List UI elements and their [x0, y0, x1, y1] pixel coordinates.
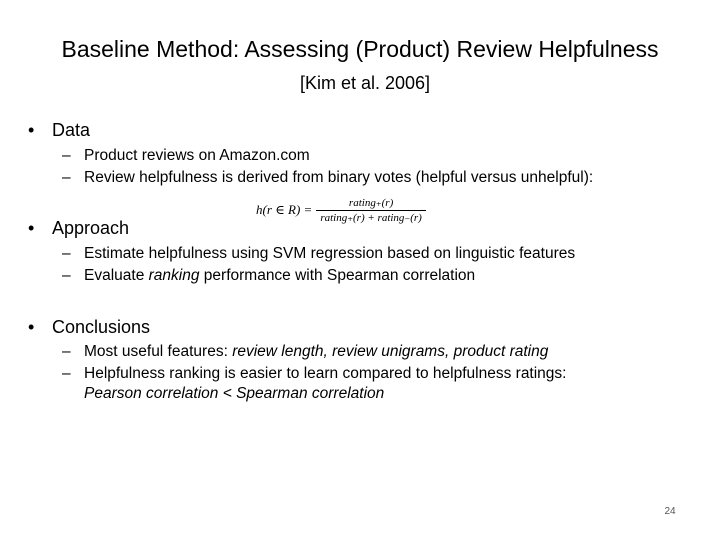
formula-lhs: h(r ∈ R) = [256, 202, 313, 217]
bullet-approach [28, 216, 129, 240]
text-part: Most useful features: [84, 343, 233, 360]
bullet-data [28, 118, 90, 142]
sub-item-approach-2 [62, 266, 702, 286]
bullet-heading: Data [52, 120, 91, 140]
sub-item-data-1 [62, 146, 702, 166]
helpfulness-formula [256, 192, 426, 228]
bullet-heading: Approach [52, 218, 130, 238]
text-part: performance with Spearman correlation [199, 267, 476, 284]
sub-item-approach-1 [62, 244, 702, 264]
sub-item-data-2 [62, 168, 702, 188]
bullet-dot: • [28, 218, 35, 238]
bullet-dot: • [28, 120, 35, 140]
text-part: Evaluate [84, 267, 149, 284]
dash: – [62, 365, 71, 382]
sub-item-text: Helpfulness ranking is easier to learn compared to helpfulness ratings: [84, 365, 567, 382]
dash: – [62, 169, 71, 186]
slide-title: Baseline Method: Assessing (Product) Review Helpfulness [61, 36, 659, 62]
bullet-conclusions [28, 315, 150, 339]
dash: – [62, 245, 71, 262]
text-italic-part: ranking [148, 267, 200, 284]
sub-item-continuation: Pearson correlation < Spearman correlation [84, 385, 385, 402]
bullet-dot: • [28, 317, 35, 337]
formula-numerator: rating₊(r) [348, 196, 394, 209]
dash: – [62, 343, 71, 360]
sub-item-text: Review helpfulness is derived from binary votes (helpful versus unhelpful): [84, 169, 594, 186]
sub-item-text: Estimate helpfulness using SVM regression based on linguistic features [84, 245, 576, 262]
sub-item-text [84, 266, 702, 286]
page-number: 24 [664, 506, 676, 517]
sub-item-text: Product reviews on Amazon.com [84, 147, 310, 164]
sub-item-conclusions-2 [62, 364, 702, 384]
dash: – [62, 147, 71, 164]
sub-item-conclusions-1 [62, 342, 702, 362]
slide-subtitle: [Kim et al. 2006] [299, 73, 431, 93]
formula-fraction [316, 196, 426, 225]
sub-item-text [84, 342, 702, 362]
bullet-heading: Conclusions [52, 317, 151, 337]
text-italic-part: review length, review unigrams, product rating [232, 343, 549, 360]
dash: – [62, 267, 71, 284]
formula-denominator: rating₊(r) + rating₋(r) [316, 210, 426, 225]
